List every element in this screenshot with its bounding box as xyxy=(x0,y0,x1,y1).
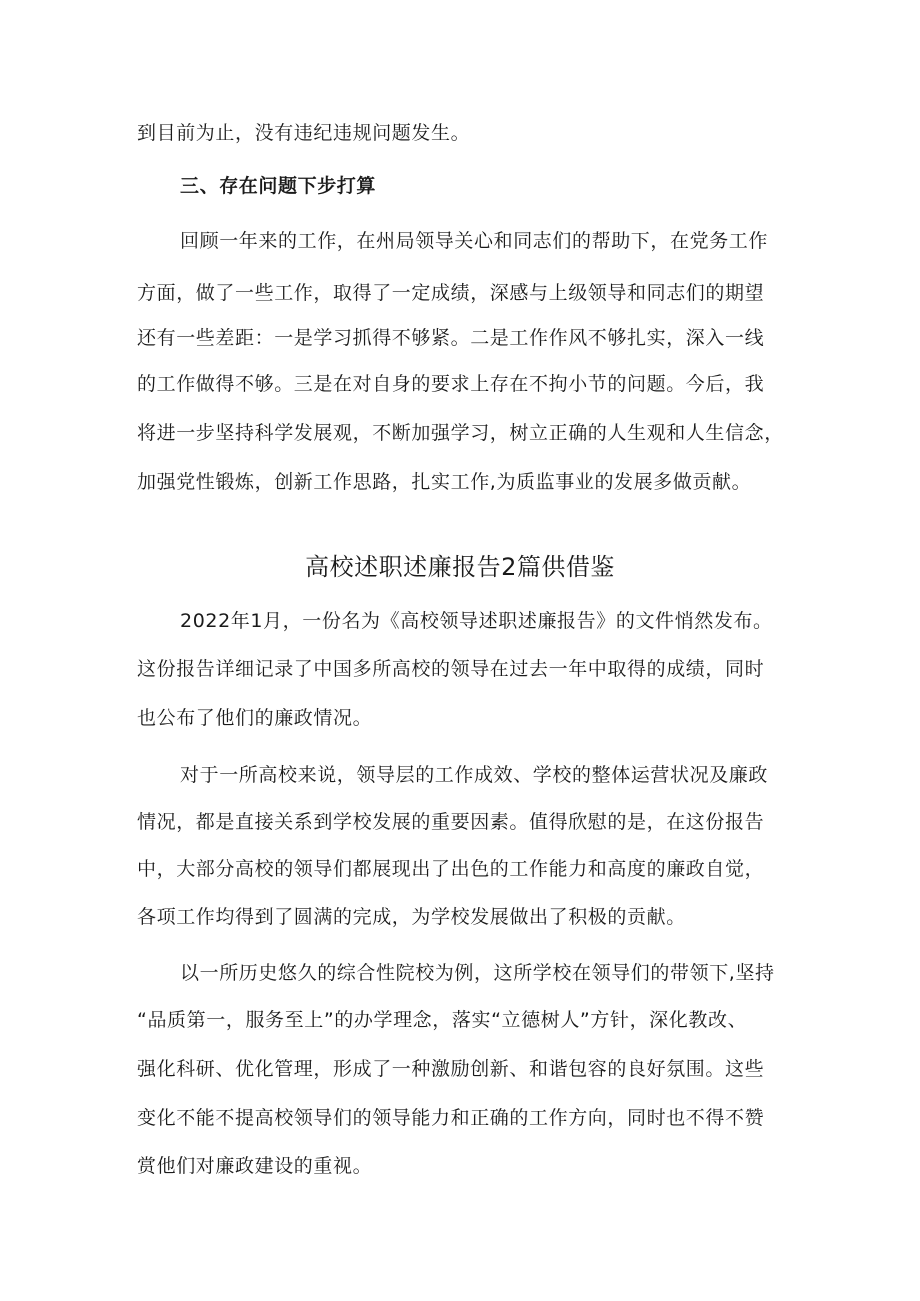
article-title: 高校述职述廉报告2篇供借鉴 xyxy=(305,553,615,581)
paragraph-line: 以一所历史悠久的综合性院校为例，这所学校在领导们的带领下,坚持 xyxy=(180,962,775,984)
paragraph-tail-line: 到目前为止，没有违纪违规问题发生。 xyxy=(137,122,471,144)
paragraph-line: 各项工作均得到了圆满的完成，为学校发展做出了积极的贡献。 xyxy=(137,906,686,928)
paragraph-line: 也公布了他们的廉政情况。 xyxy=(137,707,373,729)
paragraph-line: 变化不能不提高校领导们的领导能力和正确的工作方向，同时也不得不赞 xyxy=(137,1107,765,1129)
paragraph-line: 强化科研、优化管理，形成了一种激励创新、和谐包容的良好氛围。这些 xyxy=(137,1058,765,1080)
paragraph-line: 还有一些差距：一是学习抓得不够紧。二是工作作风不够扎实，深入一线 xyxy=(137,327,765,349)
paragraph-line: 将进一步坚持科学发展观，不断加强学习，树立正确的人生观和人生信念， xyxy=(137,422,784,444)
paragraph-line: 加强党性锻炼，创新工作思路，扎实工作,为质监事业的发展多做贡献。 xyxy=(137,471,752,493)
paragraph-line: 对于一所高校来说，领导层的工作成效、学校的整体运营状况及廉政 xyxy=(180,764,769,786)
paragraph-line: 方面，做了一些工作，取得了一定成绩，深感与上级领导和同志们的期望 xyxy=(137,282,765,304)
paragraph-line: 的工作做得不够。三是在对自身的要求上存在不拘小节的问题。今后，我 xyxy=(137,373,765,395)
paragraph-line: 这份报告详细记录了中国多所高校的领导在过去一年中取得的成绩，同时 xyxy=(137,658,765,680)
paragraph-line: “品质第一，服务至上”的办学理念，落实“立德树人”方针，深化教改、 xyxy=(137,1009,748,1031)
paragraph-line: 情况，都是直接关系到学校发展的重要因素。值得欣慰的是，在这份报告 xyxy=(137,811,765,833)
paragraph-line: 回顾一年来的工作，在州局领导关心和同志们的帮助下，在党务工作 xyxy=(180,230,769,252)
paragraph-line: 中，大部分高校的领导们都展现出了出色的工作能力和高度的廉政自觉， xyxy=(137,858,765,880)
section-heading: 三、存在问题下步打算 xyxy=(180,175,377,197)
paragraph-line: 2022年1月，一份名为《高校领导述职述廉报告》的文件悄然发布。 xyxy=(180,610,773,632)
paragraph-line: 赏他们对廉政建设的重视。 xyxy=(137,1155,373,1177)
